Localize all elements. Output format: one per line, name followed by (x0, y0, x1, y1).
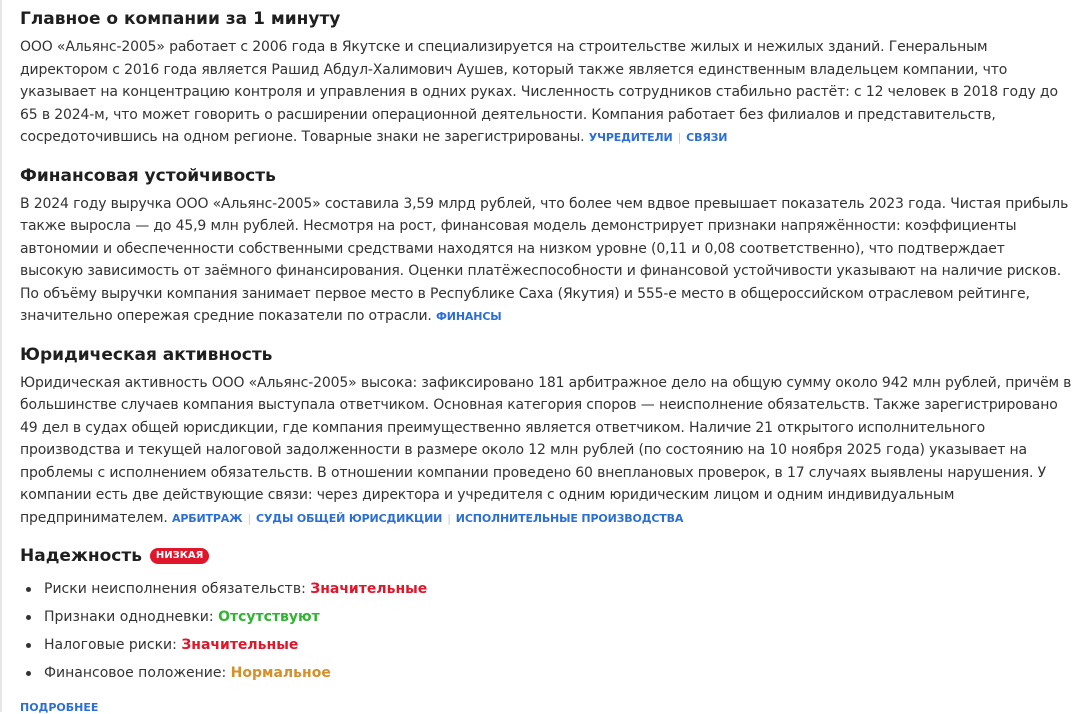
enforcement-link[interactable]: ИСПОЛНИТЕЛЬНЫЕ ПРОИЗВОДСТВА (455, 511, 684, 525)
company-overview (20, 8, 1072, 702)
finance-section (20, 165, 1072, 329)
reliability-section (20, 545, 1072, 687)
list-item (20, 631, 1072, 659)
reliability-badge: НИЗКАЯ (150, 548, 209, 564)
arbitration-link[interactable]: АРБИТРАЖ (171, 511, 243, 525)
reliability-label: Финансовое положение: (44, 665, 227, 681)
summary-title: Главное о компании за 1 минуту (20, 9, 341, 29)
general-courts-link[interactable]: СУДЫ ОБЩЕЙ ЮРИСДИКЦИИ (256, 511, 443, 525)
reliability-label: Налоговые риски: (44, 637, 177, 653)
link-separator: | (247, 511, 252, 525)
reliability-title: Надежность (20, 546, 142, 566)
legal-text (20, 372, 1072, 531)
summary-body: ООО «Альянс-2005» работает с 2006 года в Якутске и специализируется на строительстве жилых и нежилых зданий. Генеральным директором с 2016 года является Рашид Абдул-Халимович Аушев, который также является единственным владельцем компании, что указывает на концентрацию контроля и управления в одних руках. Численность сотрудников стабильно растёт: с 12 человек в 2018 году до 65 в 2024-м, что может говорить о расширении операционной деятельности. Компания работает без филиалов и представительств, сосредоточившись на одном регионе. Товарные знаки не зарегистрированы. (20, 39, 1058, 145)
finance-text (20, 193, 1072, 329)
finance-body: В 2024 году выручка ООО «Альянс-2005» составила 3,59 млрд рублей, что более чем вдвое превышает показатель 2023 года. Чистая прибыль также выросла — до 45,9 млн рублей. Несмотря на рост, финансовая модель демонстрирует признаки напряжённости: коэффициенты автономии и обеспеченности собственными средствами находятся на низком уровне (0,11 и 0,08 соответственно), что подтверждает высокую зависимость от заёмного финансирования. Оценки платёжеспособности и финансовой устойчивости указывают на наличие рисков. По объёму выручки компания занимает первое место в Республике Саха (Якутия) и 555-е место в общероссийском отраслевом рейтинге, значительно опережая средние показатели по отрасли. (20, 195, 1069, 324)
reliability-value: Значительные (181, 637, 299, 653)
finance-link[interactable]: ФИНАНСЫ (436, 310, 502, 323)
reliability-value: Значительные (310, 581, 428, 597)
legal-section (20, 344, 1072, 531)
list-item (20, 575, 1072, 603)
reliability-heading (20, 545, 1072, 567)
link-separator: | (447, 511, 451, 525)
list-item (20, 659, 1072, 687)
list-item (20, 603, 1072, 631)
reliability-value: Отсутствуют (218, 609, 320, 625)
reliability-label: Признаки однодневки: (44, 609, 214, 625)
finance-title: Финансовая устойчивость (20, 165, 276, 186)
connections-link[interactable]: СВЯЗИ (686, 131, 728, 144)
legal-title: Юридическая активность (20, 344, 273, 365)
summary-section (20, 8, 1072, 150)
more-link[interactable]: ПОДРОБНЕЕ (20, 701, 99, 714)
left-edge-divider (0, 0, 2, 712)
founders-link[interactable]: УЧРЕДИТЕЛИ (588, 131, 673, 144)
summary-text (20, 36, 1072, 150)
legal-body: Юридическая активность ООО «Альянс-2005» высока: зафиксировано 181 арбитражное дело на общую сумму около 942 млн рублей, причём в большинстве случаев компания выступала ответчиком. Основная категория споров — неисполнение обязательств. Также зарегистрировано 49 дел в судах общей юрисдикции, где компания преимущественно является ответчиком. Наличие 21 открытого исполнительного производства и текущей налоговой задолженности в размере около 12 млн рублей (по состоянию на 10 ноября 2025 года) указывает на проблемы с исполнением обязательств. В отношении компании проведено 60 внеплановых проверок, в 17 случаях выявлены нарушения. У компании есть две действующие связи: через директора и учредителя с одним юридическим лицом и одним индивидуальным предпринимателем. (20, 374, 1072, 526)
reliability-label: Риски неисполнения обязательств: (44, 581, 306, 597)
link-separator: | (677, 131, 682, 144)
reliability-value: Нормальное (230, 665, 331, 681)
reliability-list (20, 575, 1072, 687)
